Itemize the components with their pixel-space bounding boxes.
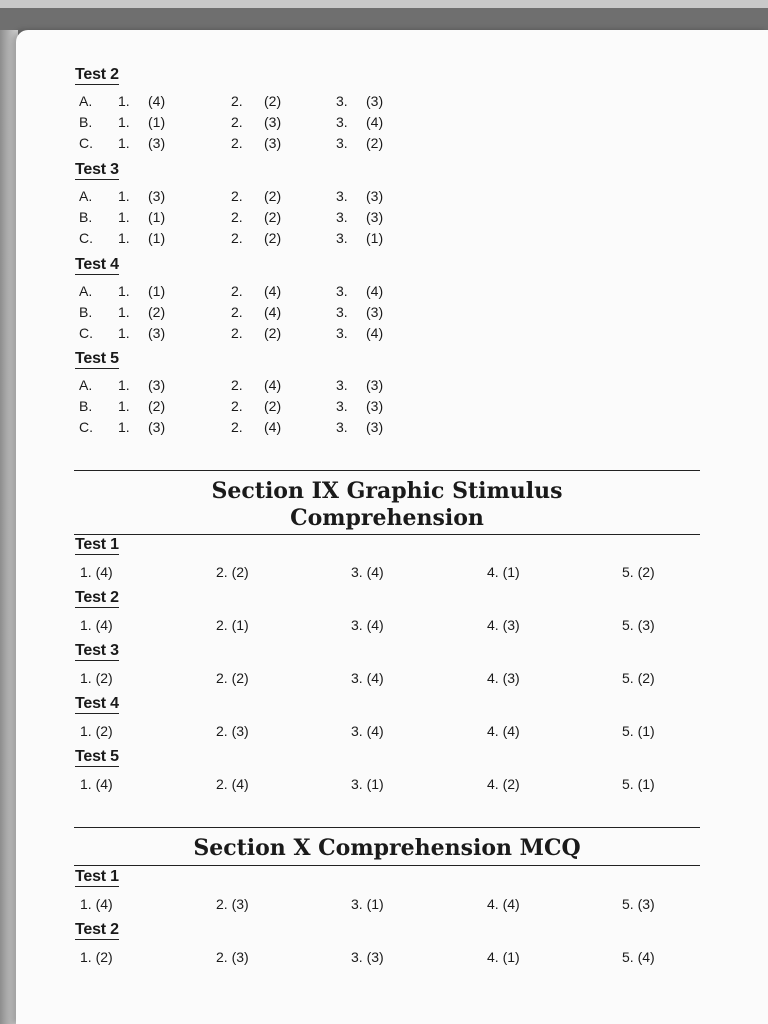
answer-item: 1. (4) bbox=[80, 564, 113, 580]
answer-choice: (2) bbox=[264, 325, 282, 341]
test-title: Test 1 bbox=[75, 868, 119, 885]
answer-item: 3. (1) bbox=[351, 896, 384, 912]
answer-choice: (3) bbox=[148, 377, 166, 393]
section-rule bbox=[74, 470, 700, 471]
answer-choice: (2) bbox=[264, 209, 282, 225]
question-number: 1. bbox=[118, 283, 130, 299]
answer-choice: (3) bbox=[366, 398, 384, 414]
answer-item: 2. (1) bbox=[216, 617, 249, 633]
answer-choice: (3) bbox=[366, 304, 384, 320]
answer-choice: (4) bbox=[366, 325, 384, 341]
question-number: 3. bbox=[336, 93, 348, 109]
answer-item: 1. (2) bbox=[80, 723, 113, 739]
question-number: 3. bbox=[336, 230, 348, 246]
answer-choice: (2) bbox=[264, 188, 282, 204]
row-letter: A. bbox=[79, 188, 93, 204]
answer-choice: (4) bbox=[264, 304, 282, 320]
answer-item: 5. (3) bbox=[622, 617, 655, 633]
answer-choice: (1) bbox=[148, 114, 166, 130]
question-number: 3. bbox=[336, 114, 348, 130]
answer-item: 3. (4) bbox=[351, 670, 384, 686]
question-number: 1. bbox=[118, 135, 130, 151]
answer-item: 3. (3) bbox=[351, 949, 384, 965]
answer-item: 2. (2) bbox=[216, 564, 249, 580]
answer-item: 4. (4) bbox=[487, 896, 520, 912]
question-number: 2. bbox=[231, 230, 243, 246]
section-heading: Section X Comprehension MCQ bbox=[193, 835, 581, 861]
question-number: 1. bbox=[118, 209, 130, 225]
answer-item: 2. (3) bbox=[216, 723, 249, 739]
answer-item: 1. (4) bbox=[80, 776, 113, 792]
answer-item: 4. (3) bbox=[487, 670, 520, 686]
test-title: Test 5 bbox=[75, 350, 119, 367]
question-number: 2. bbox=[231, 135, 243, 151]
answer-item: 2. (3) bbox=[216, 896, 249, 912]
answer-choice: (3) bbox=[148, 325, 166, 341]
answer-item: 5. (1) bbox=[622, 723, 655, 739]
answer-item: 2. (3) bbox=[216, 949, 249, 965]
test-title: Test 2 bbox=[75, 66, 119, 83]
answer-item: 2. (2) bbox=[216, 670, 249, 686]
question-number: 3. bbox=[336, 419, 348, 435]
answer-choice: (4) bbox=[148, 93, 166, 109]
question-number: 1. bbox=[118, 93, 130, 109]
answer-choice: (3) bbox=[366, 209, 384, 225]
answer-choice: (4) bbox=[366, 114, 384, 130]
answer-item: 5. (2) bbox=[622, 564, 655, 580]
question-number: 3. bbox=[336, 209, 348, 225]
answer-item: 4. (2) bbox=[487, 776, 520, 792]
answer-choice: (4) bbox=[264, 419, 282, 435]
question-number: 1. bbox=[118, 398, 130, 414]
answer-item: 4. (3) bbox=[487, 617, 520, 633]
question-number: 3. bbox=[336, 325, 348, 341]
answer-item: 5. (4) bbox=[622, 949, 655, 965]
question-number: 3. bbox=[336, 283, 348, 299]
question-number: 1. bbox=[118, 419, 130, 435]
row-letter: C. bbox=[79, 419, 93, 435]
row-letter: B. bbox=[79, 398, 93, 414]
test-title: Test 3 bbox=[75, 642, 119, 659]
section-heading-continued: Comprehension bbox=[290, 505, 484, 531]
test-title: Test 5 bbox=[75, 748, 119, 765]
question-number: 3. bbox=[336, 135, 348, 151]
row-letter: B. bbox=[79, 304, 93, 320]
answer-choice: (4) bbox=[264, 283, 282, 299]
question-number: 2. bbox=[231, 377, 243, 393]
answer-item: 1. (2) bbox=[80, 949, 113, 965]
answer-item: 3. (4) bbox=[351, 723, 384, 739]
answer-choice: (3) bbox=[366, 188, 384, 204]
test-title: Test 4 bbox=[75, 256, 119, 273]
answer-item: 5. (2) bbox=[622, 670, 655, 686]
answer-item: 2. (4) bbox=[216, 776, 249, 792]
row-letter: A. bbox=[79, 377, 93, 393]
section-rule bbox=[74, 865, 700, 866]
question-number: 2. bbox=[231, 188, 243, 204]
answer-choice: (2) bbox=[264, 93, 282, 109]
answer-choice: (3) bbox=[264, 114, 282, 130]
question-number: 2. bbox=[231, 419, 243, 435]
row-letter: A. bbox=[79, 283, 93, 299]
row-letter: C. bbox=[79, 325, 93, 341]
answer-choice: (4) bbox=[264, 377, 282, 393]
answer-item: 3. (1) bbox=[351, 776, 384, 792]
answer-item: 4. (1) bbox=[487, 949, 520, 965]
answer-choice: (3) bbox=[148, 419, 166, 435]
answer-item: 5. (3) bbox=[622, 896, 655, 912]
question-number: 1. bbox=[118, 188, 130, 204]
answer-choice: (1) bbox=[366, 230, 384, 246]
question-number: 2. bbox=[231, 93, 243, 109]
answer-item: 3. (4) bbox=[351, 617, 384, 633]
row-letter: B. bbox=[79, 114, 93, 130]
answer-choice: (3) bbox=[366, 93, 384, 109]
question-number: 1. bbox=[118, 114, 130, 130]
row-letter: C. bbox=[79, 135, 93, 151]
answer-choice: (1) bbox=[148, 283, 166, 299]
answer-choice: (3) bbox=[366, 377, 384, 393]
answer-choice: (2) bbox=[148, 398, 166, 414]
question-number: 1. bbox=[118, 325, 130, 341]
answer-choice: (3) bbox=[148, 188, 166, 204]
answer-item: 4. (1) bbox=[487, 564, 520, 580]
question-number: 2. bbox=[231, 325, 243, 341]
answer-choice: (2) bbox=[366, 135, 384, 151]
answer-choice: (3) bbox=[148, 135, 166, 151]
answer-item: 4. (4) bbox=[487, 723, 520, 739]
question-number: 3. bbox=[336, 188, 348, 204]
test-title: Test 1 bbox=[75, 536, 119, 553]
test-title: Test 3 bbox=[75, 161, 119, 178]
question-number: 2. bbox=[231, 398, 243, 414]
answer-choice: (2) bbox=[264, 398, 282, 414]
answer-item: 3. (4) bbox=[351, 564, 384, 580]
answer-item: 5. (1) bbox=[622, 776, 655, 792]
question-number: 3. bbox=[336, 304, 348, 320]
answer-item: 1. (2) bbox=[80, 670, 113, 686]
answer-choice: (1) bbox=[148, 230, 166, 246]
question-number: 2. bbox=[231, 209, 243, 225]
question-number: 1. bbox=[118, 230, 130, 246]
test-title: Test 2 bbox=[75, 921, 119, 938]
answer-item: 1. (4) bbox=[80, 896, 113, 912]
question-number: 2. bbox=[231, 114, 243, 130]
test-title: Test 2 bbox=[75, 589, 119, 606]
answer-choice: (2) bbox=[148, 304, 166, 320]
test-title: Test 4 bbox=[75, 695, 119, 712]
answer-choice: (2) bbox=[264, 230, 282, 246]
row-letter: A. bbox=[79, 93, 93, 109]
question-number: 1. bbox=[118, 304, 130, 320]
scan-top-highlight bbox=[0, 0, 768, 8]
question-number: 3. bbox=[336, 377, 348, 393]
question-number: 2. bbox=[231, 283, 243, 299]
question-number: 3. bbox=[336, 398, 348, 414]
section-rule bbox=[74, 827, 700, 828]
question-number: 1. bbox=[118, 377, 130, 393]
answer-item: 1. (4) bbox=[80, 617, 113, 633]
answer-choice: (3) bbox=[366, 419, 384, 435]
question-number: 2. bbox=[231, 304, 243, 320]
row-letter: B. bbox=[79, 209, 93, 225]
section-rule bbox=[74, 534, 700, 535]
section-heading: Section IX Graphic Stimulus bbox=[211, 478, 563, 504]
answer-choice: (1) bbox=[148, 209, 166, 225]
answer-choice: (4) bbox=[366, 283, 384, 299]
answer-choice: (3) bbox=[264, 135, 282, 151]
row-letter: C. bbox=[79, 230, 93, 246]
